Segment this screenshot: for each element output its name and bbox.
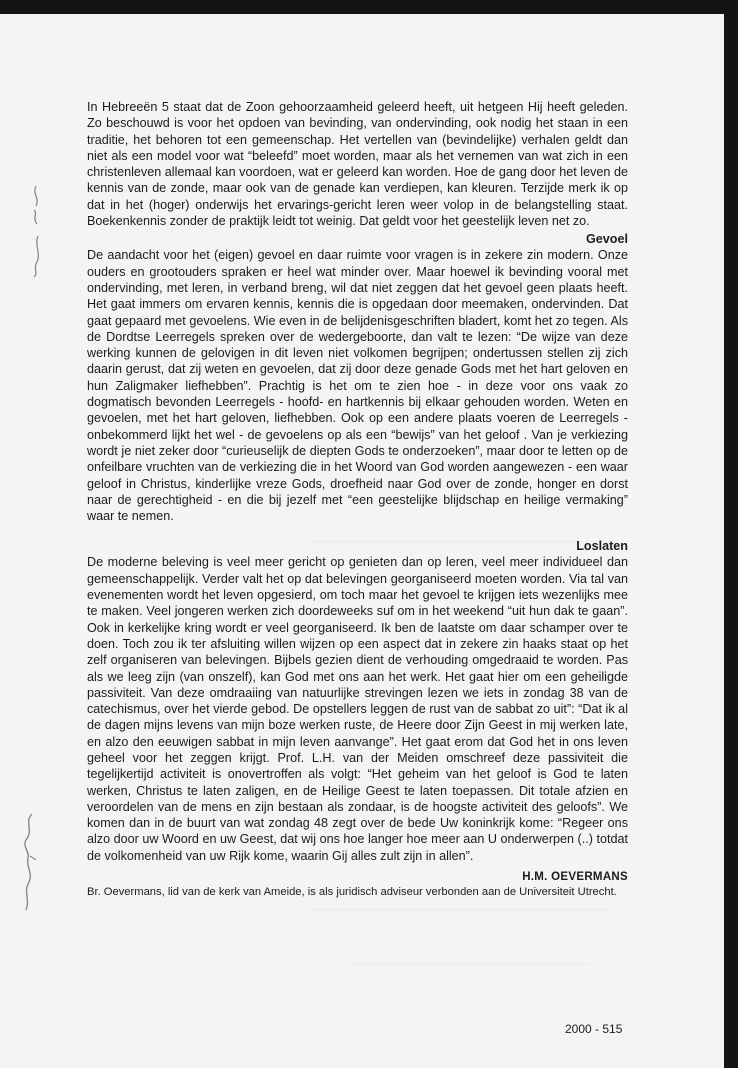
document-page — [0, 14, 724, 1068]
paragraph-loslaten: De moderne beleving is veel meer gericht op genieten dan op leren, veel meer individueel dan gemeenschappelijk. Verder valt het op dat belevingen georganiseerd moeten worden. Via tal van evenementen wordt het leven opgesierd, om toch maar het gevoel te krijgen iets wezenlijks mee te maken. Veel jongeren werken zich doordeweeks suf om in het weekend “uit hun dak te gaan”. Ook in kerkelijke kring wordt er veel georganiseerd. Ik ben de laatste om daar schamper over te doen. Toch zou ik ter afsluiting willen wijzen op een aspect dat in zekere zin haaks staat op het zelf organiseren van belevingen. Bijbels gezien dient de verhouding omgedraaid te worden. Pas als we leeg zijn (van onszelf), kan God met ons aan het werk. Het gaat hier om een geheiligde passiviteit. Van deze omdraaiing van natuurlijke strevingen lezen we iets in zondag 38 van de catechismus, over het vierde gebod. De opstellers leggen de rust van de sabbat zo uit”: “Dat ik al de dagen mijns levens van mijn boze werken ruste, de Heere door Zijn Geest in mij werken late, en alzo den eeuwigen sabbat in mijn leven aanvange”. Het gaat erom dat God het in ons leven geheel voor het zeggen krijgt. Prof. L.H. van der Meiden omschreef deze passiviteit die tegelijkertijd activiteit is onovertroffen als volgt: “Het geheim van het geloof is God te laten werken, Christus te laten zaligen, en de Heilige Geest te laten toepassen. Dit totale afzien en veroordelen van de mens en zijn bestaan als zondaar, is de hoogste activiteit des geloofs”. We komen dan in de buurt van wat zondag 48 zegt over de bede Uw koninkrijk kome: “Regeer ons alzo door uw Woord en uw Geest, dat wij ons hoe langer hoe meer aan U onderwerpen (..) totdat de volkomenheid van uw Rijk kome, waarin Gij alles zult zijn in allen”. — [87, 555, 628, 863]
author-signature: H.M. OEVERMANS — [522, 871, 628, 884]
bleed-through-line — [310, 909, 610, 910]
pencil-bracket-mark-icon — [28, 184, 50, 279]
scan-edge-right — [724, 0, 738, 1068]
bleed-through-line — [350, 964, 590, 965]
scan-edge-top — [0, 0, 738, 14]
paragraph-gevoel: De aandacht voor het (eigen) gevoel en daar ruimte voor vragen is in zekere zin modern. Onze ouders en grootouders spraken er heel wat minder over. Maar hoewel ik bevinding vooral met ondervinding, met leren, in verband breng, wil dat niet zeggen dat het gevoel geen plaats heeft. Het gaat immers om ervaren kennis, kennis die is opgedaan door meemaken, ondervinden. Dat gaat gepaard met gevoelens. Wie even in de belijdenisgeschriften bladert, komt het zo tegen. Als de Dordtse Leerregels spreken over de wedergeboorte, dan valt te lezen: “De wijze van deze werking kunnen de gelovigen in dit leven niet volkomen begrijpen; ondertussen stellen zij zich daarin gerust, dat zij weten en gevoelen, dat zij door deze genade Gods met het hart geloven en hun Zaligmaker liefhebben”. Prachtig is het om te zien hoe - in deze voor ons vaak zo dogmatisch bevonden Leerregels - hoofd- en hartkennis bij elkaar gehouden worden. Weten en gevoelen, met het hart geloven, liefhebben. Ook op een andere plaats voeren de Leerregels - onbekommerd lijkt het wel - de gevoelens op als een “bewijs” van het geloof . Van je verkiezing wordt je niet zeker door “curieuselijk de diepten Gods te onderzoeken”, maar door te letten op de onfeilbare vruchten van de verkiezing die in het Woord van God worden aangewezen - een waar geloof in Christus, kinderlijke vreze Gods, droefheid naar God over de zonde, honger en dorst naar de gerechtigheid - en die bij jezelf met “een geestelijke blijdschap en heilige vermaking” waar te nemen. — [87, 248, 628, 524]
author-bio: Br. Oevermans, lid van de kerk van Ameide, is als juridisch adviseur verbonden aan de Universiteit Utrecht. — [87, 886, 617, 899]
article-body — [87, 99, 628, 899]
pencil-brace-mark-icon — [16, 812, 42, 912]
heading-loslaten: Loslaten — [576, 539, 628, 554]
page-number: 2000 - 515 — [565, 1022, 623, 1036]
paragraph-intro: In Hebreeën 5 staat dat de Zoon gehoorzaamheid geleerd heeft, uit hetgeen Hij heeft geleden. Zo beschouwd is voor het opdoen van bevinding, van ondervinding, ook nodig het staan in een traditie, het behoren tot een gemeenschap. Het vertellen van (bevindelijke) verhalen geldt dan niet als een model voor wat “beleefd” moet worden, maar als het vernemen van wat zich in een christenleven allemaal kan voordoen, wat er geleerd kan worden. Hoe de gang door het leven de kennis van de zonde, maar ook van de genade kan verdiepen, kan kleuren. Terzijde merk ik op dat in het (hoger) onderwijs het ervarings-gericht leren weer volop in de belangstelling staat. Boekenkennis zonder de praktijk leidt tot weinig. Dat geldt voor het geestelijk leven net zo. — [87, 100, 628, 229]
heading-gevoel: Gevoel — [586, 232, 628, 247]
